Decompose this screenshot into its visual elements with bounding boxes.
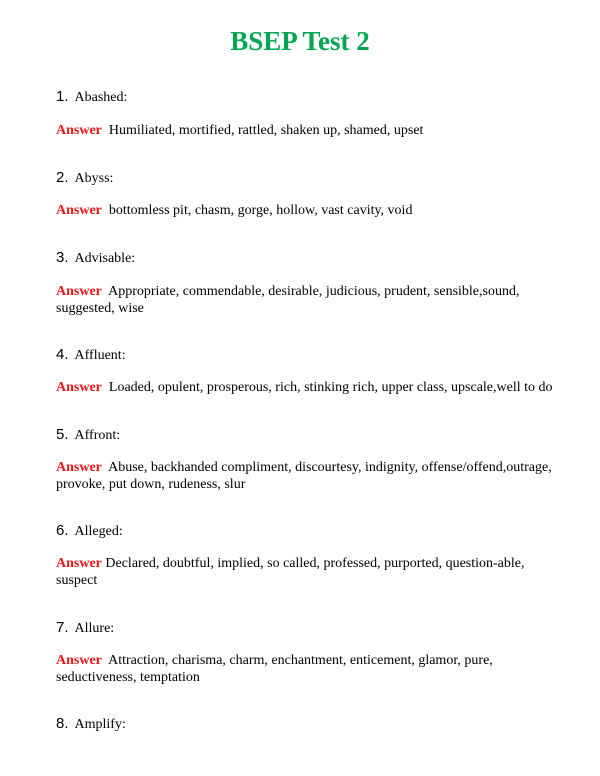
answer-label: Answer (56, 203, 102, 218)
answer-text: bottomless pit, chasm, gorge, hollow, vast cavity, void (108, 203, 413, 218)
question-word: Amplify: (74, 717, 126, 732)
answer-text: Declared, doubtful, implied, so called, professed, purported, question-able, suspect (56, 556, 525, 588)
answer-5 (56, 459, 556, 493)
question-word: Abyss: (74, 171, 114, 186)
question-word: Affluent: (74, 348, 126, 363)
question-number: 7. (56, 619, 69, 636)
answer-text: Loaded, opulent, prosperous, rich, stinking rich, upper class, upscale,well to do (108, 380, 553, 395)
question-word: Affront: (74, 428, 121, 443)
question-7 (56, 619, 114, 637)
answer-1 (56, 122, 556, 139)
question-number: 5. (56, 426, 69, 443)
question-word: Alleged: (74, 524, 123, 539)
answer-label: Answer (56, 284, 102, 299)
question-number: 1. (56, 88, 69, 105)
question-4 (56, 346, 126, 364)
answer-4 (56, 379, 556, 396)
question-word: Advisable: (74, 251, 136, 266)
answer-text: Appropriate, commendable, desirable, judicious, prudent, sensible,sound, suggested, wise (56, 284, 520, 316)
question-2 (56, 169, 113, 187)
question-number: 8. (56, 715, 69, 732)
question-6 (56, 522, 123, 540)
answer-7 (56, 652, 556, 686)
question-5 (56, 426, 120, 444)
question-8 (56, 715, 126, 733)
question-number: 2. (56, 169, 69, 186)
page-title: BSEP Test 2 (230, 26, 370, 56)
question-number: 3. (56, 249, 69, 266)
question-3 (56, 249, 135, 267)
answer-6 (56, 555, 556, 589)
answer-label: Answer (56, 556, 102, 571)
question-1 (56, 88, 127, 106)
answer-3 (56, 283, 556, 317)
answer-label: Answer (56, 380, 102, 395)
question-word: Abashed: (74, 90, 128, 105)
answer-label: Answer (56, 460, 102, 475)
answer-text: Attraction, charisma, charm, enchantment, enticement, glamor, pure, seductiveness, temptation (56, 653, 493, 685)
answer-text: Abuse, backhanded compliment, discourtesy, indignity, offense/offend,outrage, provoke, put down, rudeness, slur (56, 460, 552, 492)
question-word: Allure: (74, 621, 115, 636)
question-number: 6. (56, 522, 69, 539)
answer-2 (56, 202, 556, 219)
answer-text: Humiliated, mortified, rattled, shaken up, shamed, upset (108, 123, 424, 138)
answer-label: Answer (56, 653, 102, 668)
answer-label: Answer (56, 123, 102, 138)
question-number: 4. (56, 346, 69, 363)
